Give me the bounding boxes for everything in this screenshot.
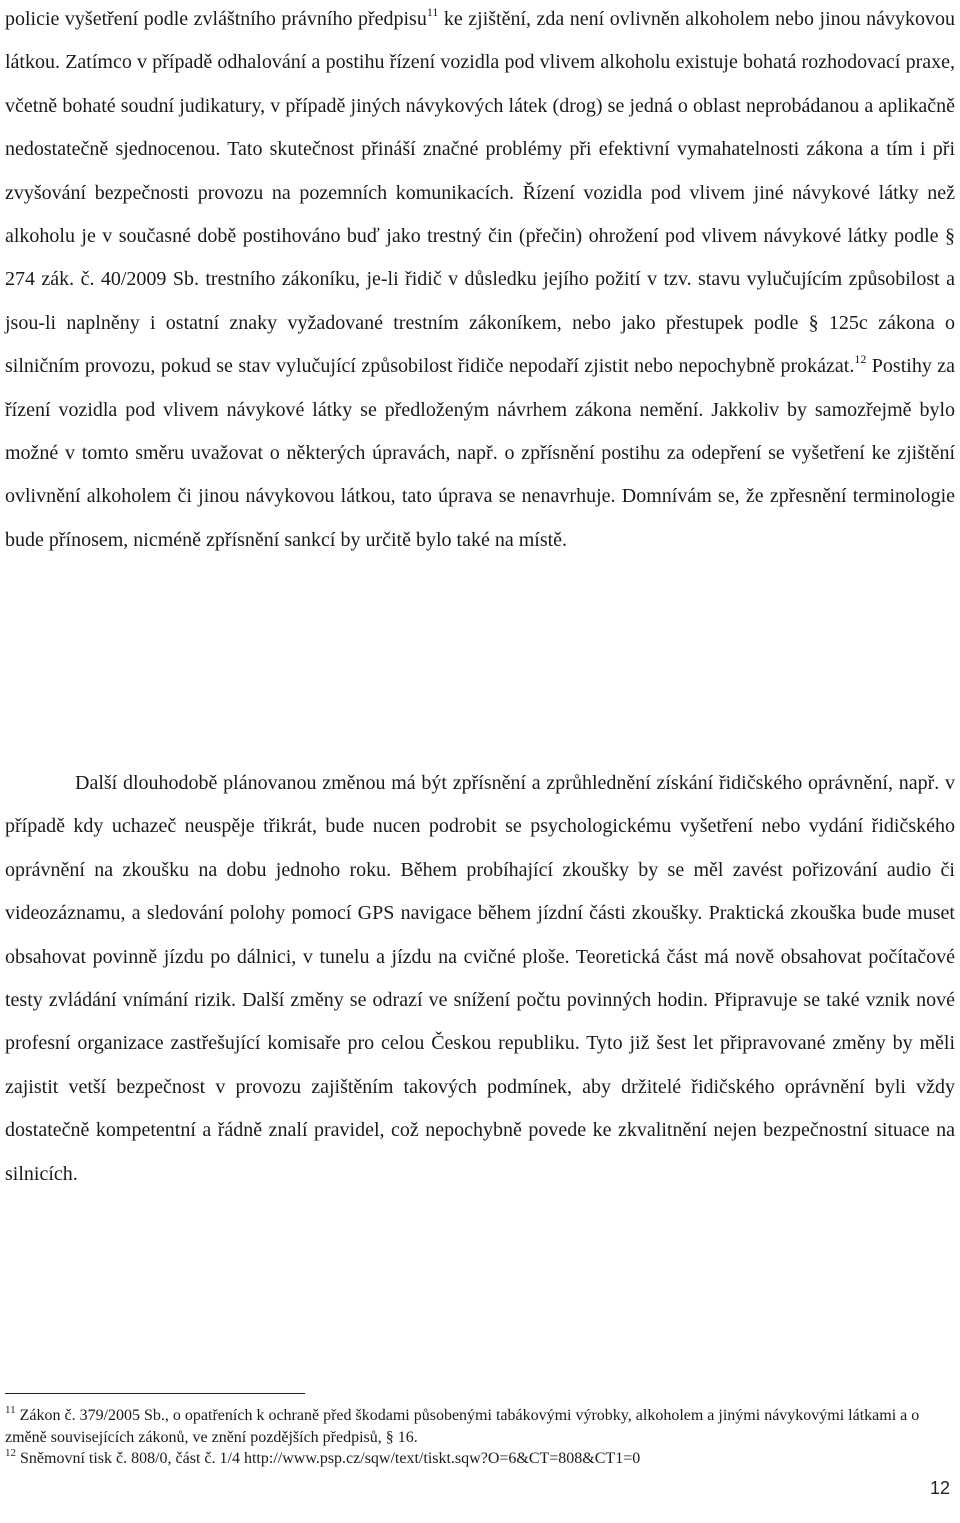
paragraph-1-text-b: ke zjištění, zda není ovlivněn alkoholem nebo jinou návykovou látkou. Zatímco v případě odhalování a postihu řízení vozidla pod vlivem alkoholu existuje bohatá rozhodovací praxe, včetně bohaté soudní judikatury, v případě jiných návykových látek (drog) se jedná o oblast neprobádanou a aplikačně nedostatečně sjednocenou. Tato skutečnost přináší značné problémy při efektivní vymahatelnosti zákona a tím i při zvyšování bezpečnosti provozu na pozemních komunikacích. Řízení vozidla pod vlivem jiné návykové látky než alkoholu je v současné době postihováno buď jako trestný čin (přečin) ohrožení pod vlivem návykové látky podle § 274 zák. č. 40/2009 Sb. trestního zákoníku, je-li řidič v důsledku jejího požití v tzv. stavu vylučujícím způsobilost a jsou-li naplněny i ostatní znaky vyžadované trestním zákoníkem, nebo jako přestupek podle § 125c zákona o silničním provozu, pokud se stav vylučující způsobilost řidiče nepodaří zjistit nebo nepochybně prokázat. [5, 8, 955, 378]
footnote-number: 12 [5, 1447, 16, 1459]
footnote-ref-12[interactable]: 12 [854, 352, 867, 367]
footnotes [5, 1405, 955, 1470]
footnote-11 [5, 1405, 955, 1448]
footnote-12 [5, 1448, 955, 1470]
paragraph-1-text-c: Postihy za řízení vozidla pod vlivem návykové látky se předloženým návrhem zákona nemění. Jakkoliv by samozřejmě bylo možné v tomto směru uvažovat o některých úpravách, např. o zpřísnění postihu za odepření se vyšetření ke zjištění ovlivnění alkoholem či jinou návykovou látkou, tato úprava se nenavrhuje. Domnívám se, že zpřesnění terminologie bude přínosem, nicméně zpřísnění sankcí by určitě bylo také na místě. [5, 355, 956, 551]
footnote-number: 11 [5, 1404, 16, 1416]
body-paragraph-1 [5, 0, 955, 562]
footnote-divider [5, 1393, 305, 1394]
page-number: 12 [929, 1478, 950, 1498]
paragraph-1-text-a: policie vyšetření podle zvláštního právního předpisu [5, 8, 427, 30]
body-paragraph-2: Další dlouhodobě plánovanou změnou má být zpřísnění a zprůhlednění získání řidičského oprávnění, např. v případě kdy uchazeč neuspěje třikrát, bude nucen podrobit se psychologickému vyšetření nebo vydání řidičského oprávnění na zkoušku na dobu jednoho roku. Během probíhající zkoušky by se měl zavést pořizování audio či videozáznamu, a sledování polohy pomocí GPS navigace během jízdní části zkoušky. Praktická zkouška bude muset obsahovat povinně jízdu po dálnici, v tunelu a jízdu na cvičné ploše. Teoretická část má nově obsahovat počítačové testy zvládání vnímání rizik. Další změny se odrazí ve snížení počtu povinných hodin. Připravuje se také vznik nové profesní organizace zastřešující komisaře pro celou Českou republiku. Tyto již šest let připravované změny by měli zajistit vetší bezpečnost v provozu zajištěním takových podmínek, aby držitelé řidičského oprávnění byli vždy dostatečně kompetentní a řádně znalí pravidel, což nepochybně povede ke zkvalitnění nejen bezpečnostní situace na silnicích. [5, 772, 955, 1185]
footnote-ref-11[interactable]: 11 [426, 5, 439, 19]
footnote-text: Zákon č. 379/2005 Sb., o opatřeních k ochraně před škodami působenými tabákovými výrobky, alkoholem a jinými návykovými látkami a o změně souvisejících zákonů, ve znění pozdějších předpisů, § 16. [5, 1407, 920, 1446]
footnote-text: Sněmovní tisk č. 808/0, část č. 1/4 http://www.psp.cz/sqw/text/tiskt.sqw?O=6&CT=808&CT1=0 [20, 1450, 641, 1467]
